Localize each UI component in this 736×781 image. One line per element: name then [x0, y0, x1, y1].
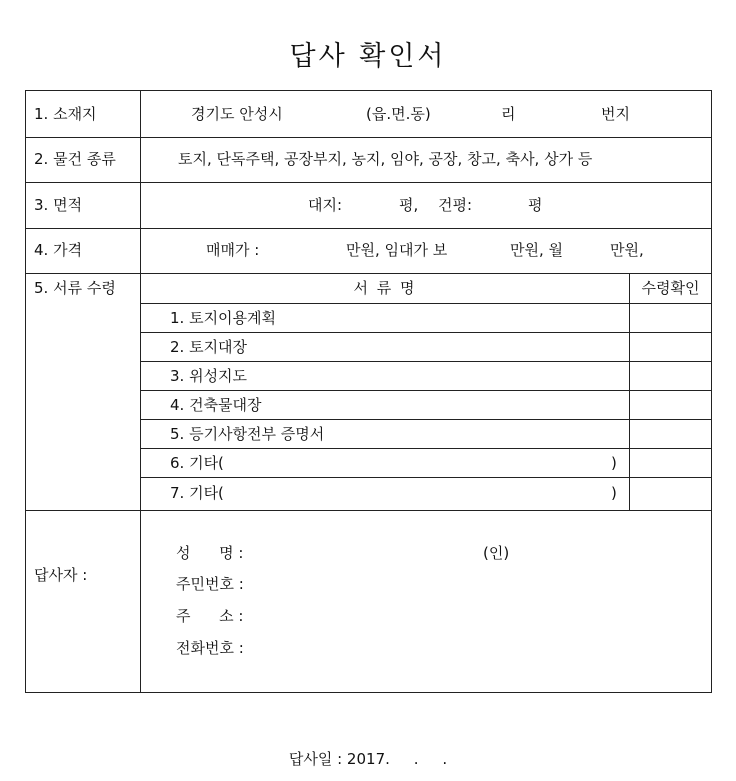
price-manwon-3: 만원, [610, 241, 644, 259]
document-item: 3. 위성지도 [170, 367, 248, 385]
document-item-close-paren: ) [611, 484, 617, 502]
price-label: 4. 가격 [34, 241, 83, 259]
inspector-address: 주 소 : [176, 607, 244, 625]
document-item: 1. 토지이용계획 [170, 309, 277, 327]
column-divider [629, 273, 630, 510]
location-label: 1. 소재지 [34, 105, 97, 123]
row-divider [141, 448, 711, 449]
document-item: 7. 기타( [170, 484, 224, 502]
area-building: 건평: [438, 196, 473, 214]
location-village: 리 [501, 105, 516, 123]
location-lot: 번지 [601, 105, 630, 123]
inspector-name: 성 명 : [176, 544, 244, 562]
price-sale: 매매가 : [206, 241, 260, 259]
area-label: 3. 면적 [34, 196, 83, 214]
documents-column-header: 서 류 명 [353, 279, 417, 297]
row-divider [141, 419, 711, 420]
row-divider [26, 182, 711, 183]
document-item: 6. 기타( [170, 454, 224, 472]
inspection-date: 답사일 : 2017. . . [288, 750, 448, 768]
price-manwon-2: 만원, 월 [510, 241, 564, 259]
row-divider [141, 477, 711, 478]
row-divider [141, 303, 711, 304]
column-divider [140, 91, 141, 692]
row-divider [141, 361, 711, 362]
location-province-city: 경기도 안성시 [191, 105, 283, 123]
property-type-label: 2. 물건 종류 [34, 150, 116, 168]
row-divider [26, 137, 711, 138]
inspection-form-table [25, 90, 712, 693]
area-pyeong-2: 평 [528, 196, 543, 214]
inspector-phone: 전화번호 : [176, 639, 244, 657]
property-type-value: 토지, 단독주택, 공장부지, 농지, 임야, 공장, 창고, 축사, 상가 등 [178, 150, 593, 168]
document-item: 2. 토지대장 [170, 338, 248, 356]
inspector-seal: (인) [483, 544, 510, 562]
document-item: 5. 등기사항전부 증명서 [170, 425, 325, 443]
row-divider [141, 390, 711, 391]
row-divider [26, 273, 711, 274]
document-item-close-paren: ) [611, 454, 617, 472]
location-town: (읍.면.동) [366, 105, 431, 123]
row-divider [141, 332, 711, 333]
row-divider [26, 228, 711, 229]
inspector-label: 답사자 : [34, 566, 88, 584]
receipt-check-header: 수령확인 [641, 279, 700, 297]
document-title: 답사 확인서 [289, 41, 447, 72]
area-pyeong-1: 평, [399, 196, 419, 214]
row-divider [26, 510, 711, 511]
price-manwon-1: 만원, 임대가 보 [346, 241, 448, 259]
documents-label: 5. 서류 수령 [34, 279, 116, 297]
area-land: 대지: [308, 196, 343, 214]
inspector-id-number: 주민번호 : [176, 575, 244, 593]
document-item: 4. 건축물대장 [170, 396, 262, 414]
